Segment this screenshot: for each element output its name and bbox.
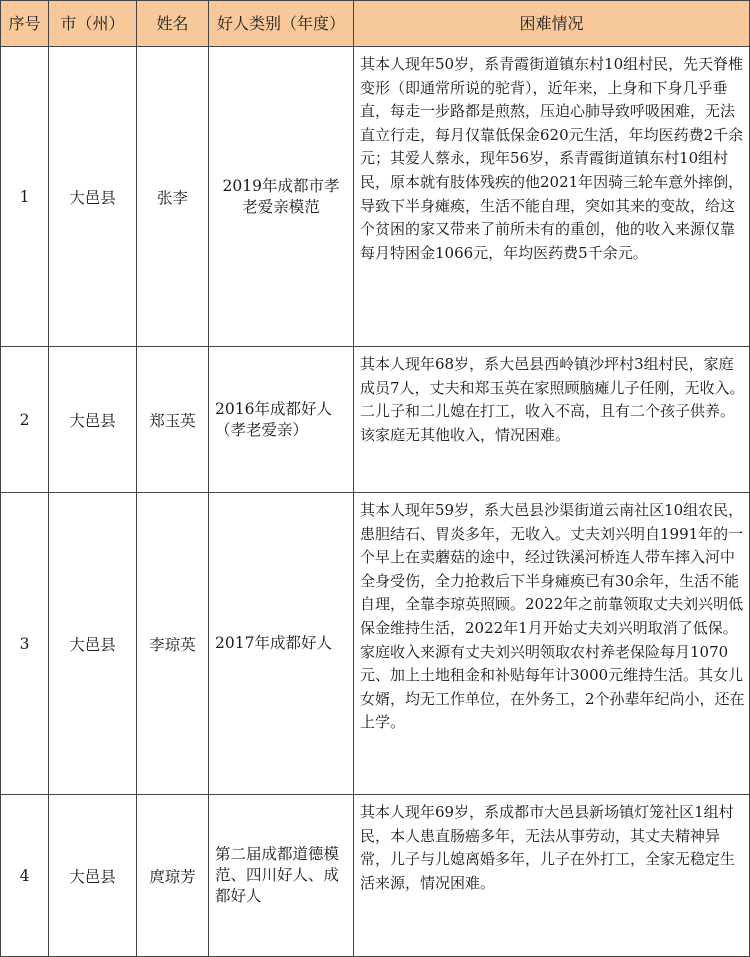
header-index: 序号 bbox=[1, 1, 49, 47]
cell-name: 张李 bbox=[137, 47, 209, 347]
cell-difficulty: 其本人现年50岁，系青霞街道镇东村10组村民，先天脊椎变形（即通常所说的驼背），近年来，上身和下身几乎垂直，每走一步路都是煎熬，压迫心肺导致呼吸困难，无法直立行走，每月仅靠低保金620元生活，年均医药费2千余元；其爱人蔡永，现年56岁，系青霞街道镇东村10组村民，原本就有肢体残疾的他2021年因骑三轮车意外摔倒，导致下半身瘫痪，生活不能自理，突如其来的变故，给这个贫困的家又带来了前所未有的重创，他的收入来源仅靠每月特困金1066元，年均医药费5千余元。 bbox=[354, 47, 750, 347]
header-row bbox=[1, 1, 750, 47]
cell-index: 3 bbox=[1, 493, 49, 795]
cell-index: 2 bbox=[1, 347, 49, 493]
cell-city: 大邑县 bbox=[49, 795, 137, 957]
header-category: 好人类别（年度） bbox=[209, 1, 354, 47]
header-difficulty: 困难情况 bbox=[354, 1, 750, 47]
cell-city: 大邑县 bbox=[49, 347, 137, 493]
cell-category: 2016年成都好人（孝老爱亲） bbox=[209, 347, 354, 493]
cell-city: 大邑县 bbox=[49, 493, 137, 795]
cell-name: 郑玉英 bbox=[137, 347, 209, 493]
table-row bbox=[1, 795, 750, 957]
cell-category: 2019年成都市孝老爱亲模范 bbox=[209, 47, 354, 347]
table-row bbox=[1, 47, 750, 347]
table-row bbox=[1, 493, 750, 795]
header-city: 市（州） bbox=[49, 1, 137, 47]
cell-name: 李琼英 bbox=[137, 493, 209, 795]
cell-city: 大邑县 bbox=[49, 47, 137, 347]
table-row bbox=[1, 347, 750, 493]
cell-difficulty: 其本人现年68岁，系大邑县西岭镇沙坪村3组村民，家庭成员7人，丈夫和郑玉英在家照顾脑瘫儿子任刚，无收入。二儿子和二儿媳在打工，收入不高，且有二个孩子供养。该家庭无其他收入，情况困难。 bbox=[354, 347, 750, 493]
cell-difficulty: 其本人现年69岁，系成都市大邑县新场镇灯笼社区1组村民，本人患直肠癌多年，无法从事劳动，其丈夫精神异常，儿子与儿媳离婚多年，儿子在外打工，全家无稳定生活来源，情况困难。 bbox=[354, 795, 750, 957]
cell-index: 1 bbox=[1, 47, 49, 347]
cell-name: 庹琼芳 bbox=[137, 795, 209, 957]
cell-category: 第二届成都道德模范、四川好人、成都好人 bbox=[209, 795, 354, 957]
header-name: 姓名 bbox=[137, 1, 209, 47]
cell-index: 4 bbox=[1, 795, 49, 957]
cell-category: 2017年成都好人 bbox=[209, 493, 354, 795]
cell-difficulty: 其本人现年59岁，系大邑县沙渠街道云南社区10组农民，患胆结石、胃炎多年，无收入。丈夫刘兴明自1991年的一个早上在卖蘑菇的途中，经过铁溪河桥连人带车摔入河中全身受伤，全力抢救后下半身瘫痪已有30余年，生活不能自理，全靠李琼英照顾。2022年之前靠领取丈夫刘兴明低保金维持生活，2022年1月开始丈夫刘兴明取消了低保。家庭收入来源有丈夫刘兴明领取农村养老保险每月1070元、加上土地租金和补贴每年计3000元维持生活。其女儿女婿，均无工作单位，在外务工，2个孙辈年纪尚小，还在上学。 bbox=[354, 493, 750, 795]
